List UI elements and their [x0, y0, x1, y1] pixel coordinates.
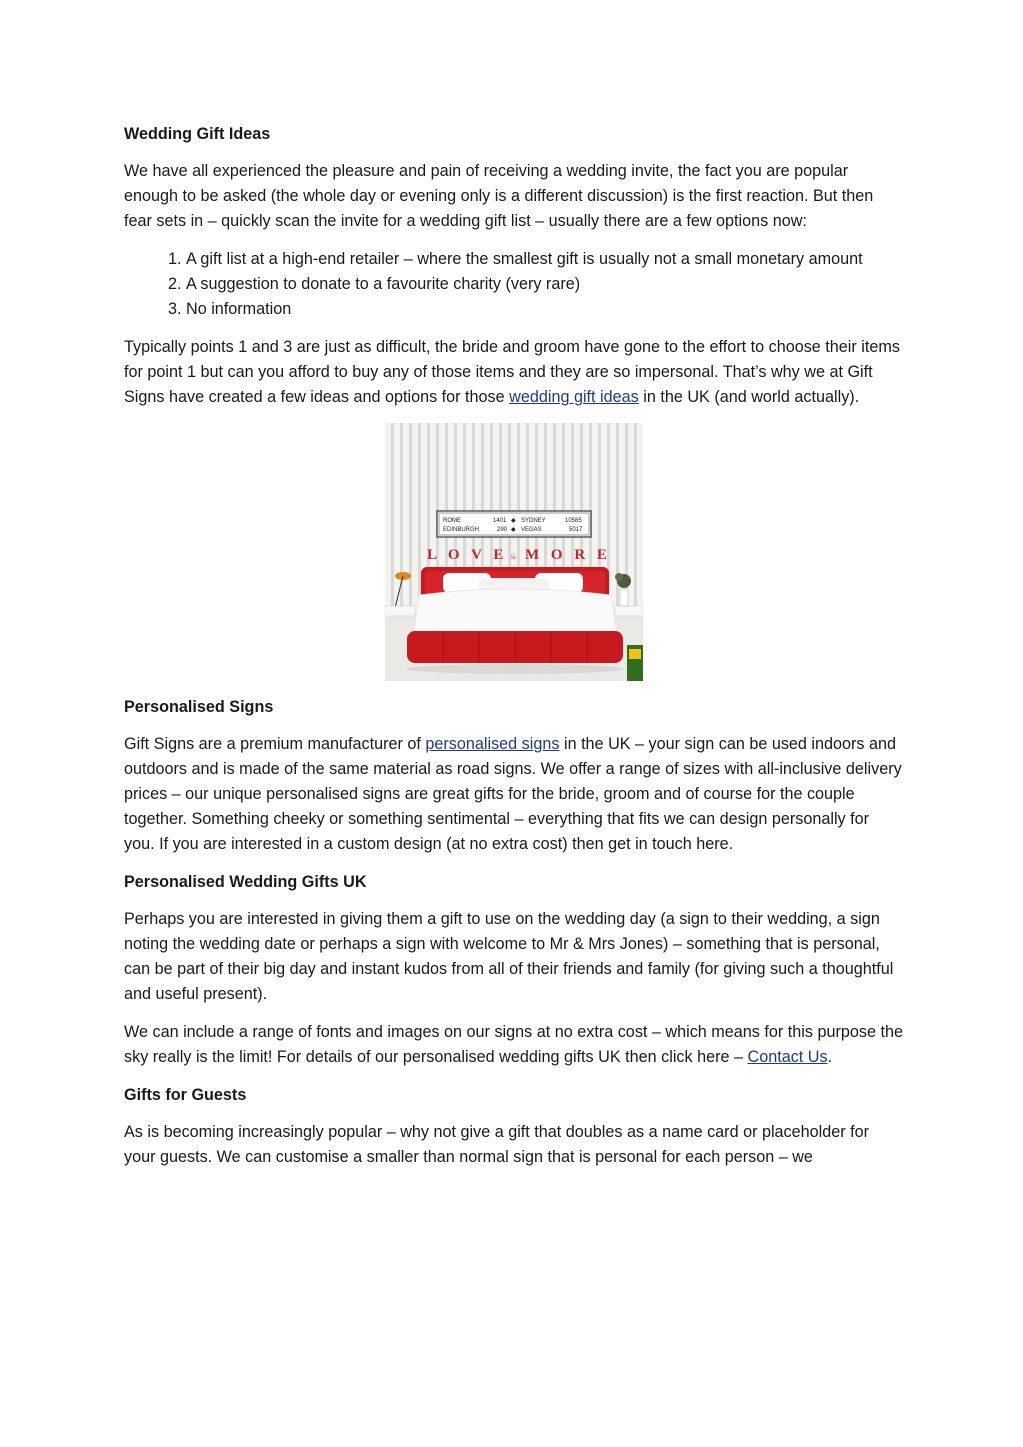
sign-row2-left: EDINBURGH — [443, 527, 480, 533]
sign-row2-left-num: 290 — [497, 527, 508, 533]
sign-row1-left: ROME — [443, 518, 461, 524]
sign-row2-right: VEGAS — [521, 527, 542, 533]
signs-text-after: in the UK – your sign can be used indoors and outdoors and is made of the same material as road signs. We offer a range of sizes with all-inclusive delivery prices – our unique personalised signs are great gifts for the bride, groom and of course for the couple together. Something cheeky or something sentimental – everything that fits we can design personally for you. If you are interested in a custom design (at no extra cost) then get in touch here. — [124, 735, 902, 853]
ideas-paragraph — [124, 335, 904, 410]
options-list — [124, 247, 904, 322]
gifts-for-guests-heading: Gifts for Guests — [124, 1086, 247, 1104]
ideas-text-before: Typically points 1 and 3 are just as difficult, the bride and groom have gone to the effort to choose their items for point 1 but can you afford to buy any of those items and they are so impersonal. That’s why we at Gift Signs have created a few ideas and options for those — [124, 338, 900, 406]
road-sign-graphic — [437, 511, 591, 537]
letters-right: M O R E — [525, 547, 611, 563]
wedding-gifts-text-after: . — [827, 1048, 833, 1066]
personalised-signs-link[interactable]: personalised signs — [425, 735, 560, 753]
ideas-text-after: in the UK (and world actually). — [638, 388, 860, 406]
wedding-gift-ideas-link[interactable]: wedding gift ideas — [509, 388, 639, 406]
wedding-gifts-uk-heading: Personalised Wedding Gifts UK — [124, 873, 367, 891]
svg-text:◆: ◆ — [511, 517, 516, 524]
sign-row2-right-num: 5017 — [569, 527, 583, 533]
wedding-gifts-paragraph-1: Perhaps you are interested in giving them a gift to use on the wedding day (a sign to their wedding, a sign noting the wedding date or perhaps a sign with welcome to Mr & Mrs Jones) – something that is personal, can be part of their big day and instant kudos from all of their friends and family (for giving such a thoughtful and useful present). — [124, 910, 894, 1003]
list-item: 3. No information — [186, 297, 904, 322]
sign-row1-right-num: 10585 — [565, 518, 582, 524]
contact-us-link[interactable]: Contact Us — [747, 1048, 828, 1066]
list-item: 1. A gift list at a high-end retailer – where the smallest gift is usually not a small monetary amount — [186, 247, 904, 272]
red-bed-graphic — [407, 567, 623, 674]
bed-sign-photo — [385, 423, 643, 681]
gifts-for-guests-paragraph: As is becoming increasingly popular – why not give a gift that doubles as a name card or placeholder for your guests. We can customise a smaller than normal sign that is personal for each person – we — [124, 1123, 870, 1166]
document-page — [124, 122, 904, 1183]
personalised-signs-heading: Personalised Signs — [124, 698, 274, 716]
list-item: 2. A suggestion to donate to a favourite charity (very rare) — [186, 272, 904, 297]
personalised-signs-paragraph — [124, 732, 904, 857]
letters-small: is — [511, 553, 516, 561]
svg-text:◆: ◆ — [511, 526, 516, 533]
sign-row1-left-num: 1401 — [493, 518, 507, 524]
intro-paragraph: We have all experienced the pleasure and pain of receiving a wedding invite, the fact you are popular enough to be asked (the whole day or evening only is a different discussion) is the first reaction. But then fear sets in – quickly scan the invite for a wedding gift list – usually there are a few options now: — [124, 162, 874, 230]
signs-text-before: Gift Signs are a premium manufacturer of — [124, 735, 426, 753]
wedding-gifts-paragraph-2 — [124, 1020, 904, 1070]
letters-left: L O V E — [427, 547, 508, 563]
wedding-gifts-text-before: We can include a range of fonts and images on our signs at no extra cost – which means for this purpose the sky really is the limit! For details of our personalised wedding gifts UK then click here – — [124, 1023, 903, 1066]
page-title: Wedding Gift Ideas — [124, 125, 271, 143]
sign-row1-right: SYDNEY — [521, 518, 546, 524]
